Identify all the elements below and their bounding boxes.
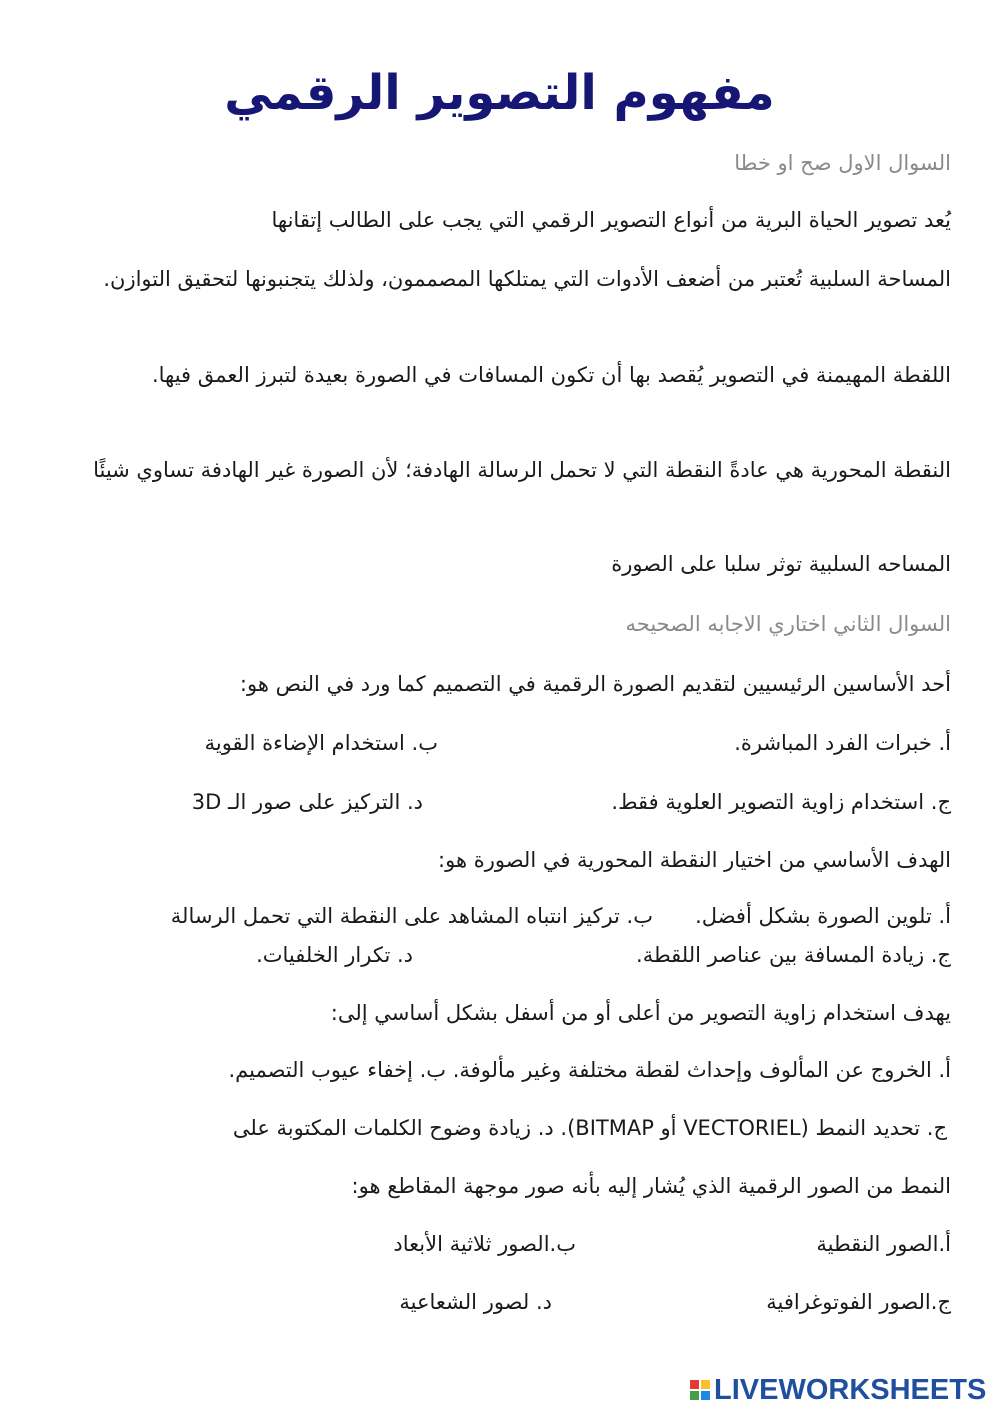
page-title: مفهوم التصوير الرقمي: [224, 65, 775, 121]
mcq4-option-c: ج.الصور الفوتوغرافية: [766, 1290, 951, 1314]
mcq2-option-a: أ. تلوين الصورة بشكل أفضل.: [695, 904, 951, 928]
tf-statement-4: النقطة المحورية هي عادةً النقطة التي لا تحمل الرسالة الهادفة؛ لأن الصورة غير الهادفة تساوي شيئًا: [93, 458, 951, 482]
mcq1-option-d: د. التركيز على صور الـ 3D: [191, 790, 423, 814]
mcq3-options-cd: ج. تحديد النمط (VECTORIEL أو BITMAP). د. زيادة وضوح الكلمات المكتوبة على: [232, 1116, 947, 1140]
mcq2-option-d: د. تكرار الخلفيات.: [256, 943, 413, 967]
mcq3-question: يهدف استخدام زاوية التصوير من أعلى أو من أسفل بشكل أساسي إلى:: [330, 1001, 951, 1025]
mcq4-option-a: أ.الصور النقطية: [816, 1232, 951, 1256]
liveworksheets-logo: [690, 1372, 986, 1408]
logo-text: LIVEWORKSHEETS: [714, 1373, 987, 1406]
section2-heading: السوال الثاني اختاري الاجابه الصحيحه: [625, 612, 951, 636]
mcq4-question: النمط من الصور الرقمية الذي يُشار إليه بأنه صور موجهة المقاطع هو:: [351, 1174, 951, 1198]
mcq2-option-b: ب. تركيز انتباه المشاهد على النقطة التي تحمل الرسالة: [170, 904, 653, 928]
mcq1-option-c: ج. استخدام زاوية التصوير العلوية فقط.: [611, 790, 951, 814]
mcq3-options-ab: أ. الخروج عن المألوف وإحداث لقطة مختلفة وغير مألوفة. ب. إخفاء عيوب التصميم.: [228, 1058, 951, 1082]
tf-statement-5: المساحه السلبية توثر سلبا على الصورة: [611, 552, 951, 576]
tf-statement-1: يُعد تصوير الحياة البرية من أنواع التصوير الرقمي التي يجب على الطالب إتقانها: [271, 208, 951, 232]
mcq2-question: الهدف الأساسي من اختيار النقطة المحورية في الصورة هو:: [438, 848, 951, 872]
mcq1-question: أحد الأساسين الرئيسيين لتقديم الصورة الرقمية في التصميم كما ورد في النص هو:: [239, 672, 951, 696]
mcq1-option-b: ب. استخدام الإضاءة القوية: [204, 731, 438, 755]
logo-grid-icon: [690, 1380, 710, 1400]
section1-heading: السوال الاول صح او خطا: [734, 151, 951, 175]
mcq4-option-b: ب.الصور ثلاثية الأبعاد: [393, 1232, 576, 1256]
mcq1-option-a: أ. خبرات الفرد المباشرة.: [734, 731, 951, 755]
tf-statement-2: المساحة السلبية تُعتبر من أضعف الأدوات التي يمتلكها المصممون، ولذلك يتجنبونها لتحقيق التوازن.: [103, 267, 951, 291]
tf-statement-3: اللقطة المهيمنة في التصوير يُقصد بها أن تكون المسافات في الصورة بعيدة لتبرز العمق فيها.: [151, 363, 951, 387]
mcq2-option-c: ج. زيادة المسافة بين عناصر اللقطة.: [636, 943, 951, 967]
mcq4-option-d: د. لصور الشعاعية: [399, 1290, 552, 1314]
